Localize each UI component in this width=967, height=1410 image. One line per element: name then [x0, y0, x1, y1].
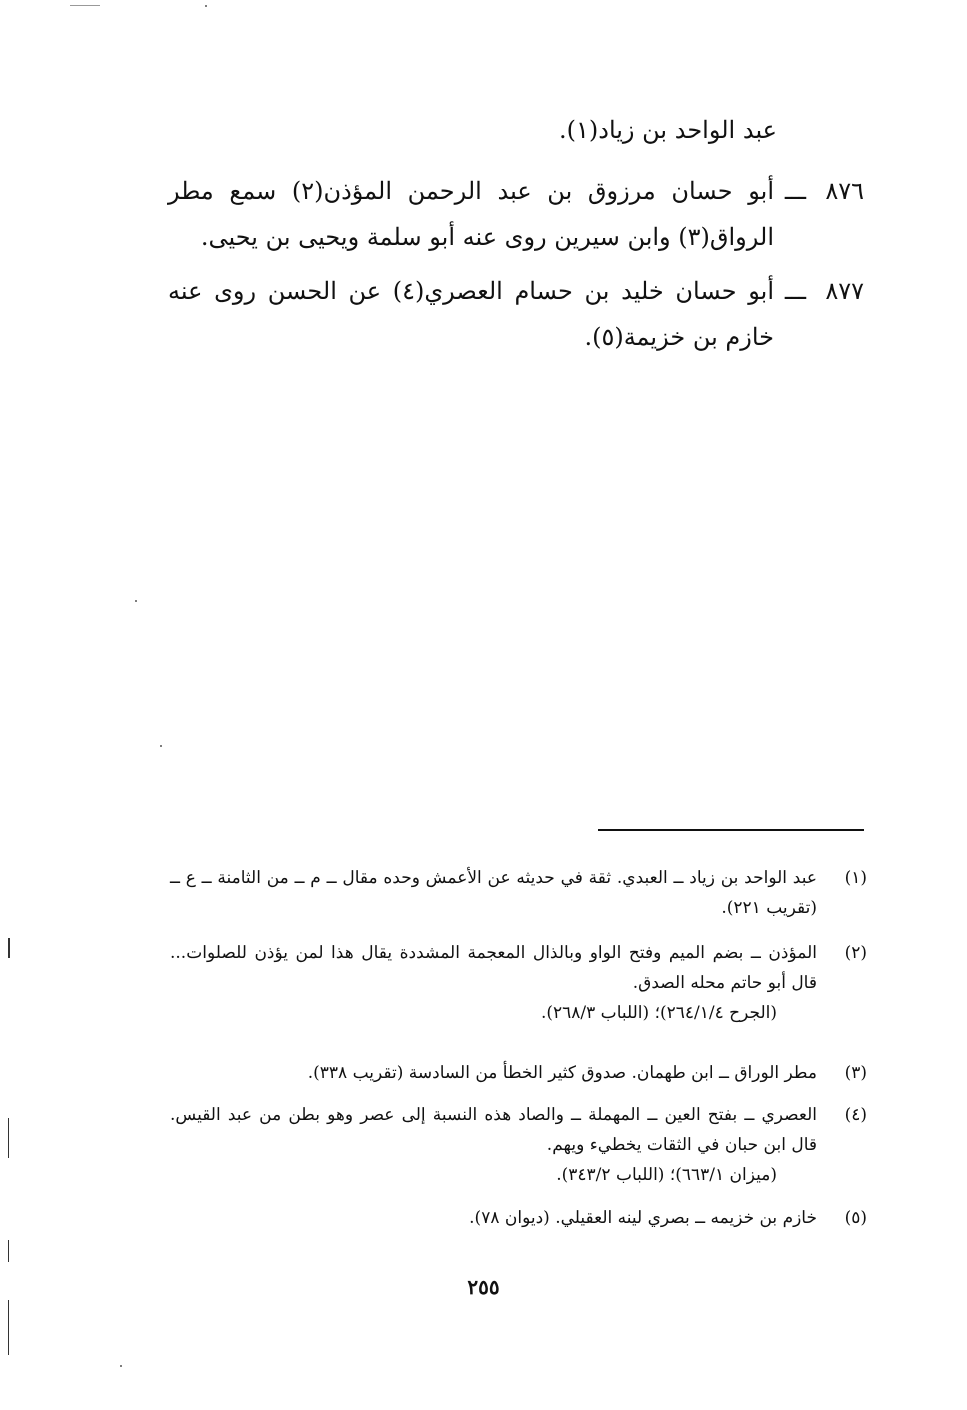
entry-dash: ـــ	[784, 177, 806, 205]
continuation-line: عبد الواحد بن زياد(١).	[559, 116, 777, 144]
footnote-reference: (ميزان ٦٦٣/١)؛ (اللباب ٣٤٣/٢).	[556, 1165, 777, 1185]
scan-dot	[205, 5, 207, 7]
footnote-separator	[598, 829, 864, 831]
scan-mark	[8, 1118, 9, 1158]
entry-number: ٨٧٦	[825, 177, 864, 205]
scan-mark	[8, 938, 10, 958]
footnote-label: (٢)	[844, 943, 867, 963]
footnote-text: مطر الوراق ــ ابن طهمان. صدوق كثير الخطأ من السادسة (تقريب ٣٣٨).	[307, 1063, 817, 1083]
footnote-label: (١)	[844, 868, 867, 888]
scan-mark	[8, 1240, 9, 1262]
page-number: ٢٥٥	[467, 1275, 500, 1299]
footnote-3	[170, 1058, 867, 1088]
footnote-reference: (الجرح ٢٦٤/١/٤)؛ (اللباب ٢٦٨/٣).	[540, 1003, 777, 1023]
entry-dash: ـــ	[784, 277, 806, 305]
footnote-5	[170, 1203, 867, 1233]
entry-876	[168, 168, 864, 260]
entry-number: ٨٧٧	[825, 277, 864, 305]
scan-mark	[8, 1300, 9, 1355]
footnote-text: عبد الواحد بن زياد ــ العبدي. ثقة في حديثه عن الأعمش وحده مقال ــ م ــ من الثامنة ــ ع ــ (تقريب ٢٢١).	[170, 868, 817, 918]
scan-dot	[120, 1365, 122, 1367]
footnote-label: (٤)	[844, 1105, 867, 1125]
footnote-text: خازم بن خزيمه ــ بصري لينه العقيلي. (ديوان ٧٨).	[469, 1208, 817, 1228]
entry-text: أبو حسان مرزوق بن عبد الرحمن المؤذن(٢) سمع مطر الرواق(٣) وابن سيرين روى عنه أبو سلمة ويحيى بن يحيى.	[168, 177, 774, 251]
scan-dot	[135, 600, 137, 602]
footnote-1	[170, 863, 867, 923]
entry-text: أبو حسان خليد بن حسام العصري(٤) عن الحسن روى عنه خازم بن خزيمة(٥).	[168, 277, 775, 351]
footnote-4	[170, 1100, 867, 1190]
entry-877	[168, 268, 864, 360]
scan-dot	[160, 745, 162, 747]
footnote-text: المؤذن ــ بضم الميم وفتح الواو وبالذال المعجمة المشددة يقال هذا لمن يؤذن للصلوات... قال أبو حاتم محله الصدق.	[170, 943, 817, 993]
scan-mark	[70, 5, 100, 6]
footnote-label: (٥)	[844, 1208, 867, 1228]
footnote-label: (٣)	[844, 1063, 867, 1083]
footnote-2	[170, 938, 867, 1028]
footnote-text: العصري ــ بفتح العين ــ المهملة ــ والصاد هذه النسبة إلى عصر وهو بطن من عبد القيس. قال ابن حبان في الثقات يخطيء ويهم.	[170, 1105, 817, 1155]
